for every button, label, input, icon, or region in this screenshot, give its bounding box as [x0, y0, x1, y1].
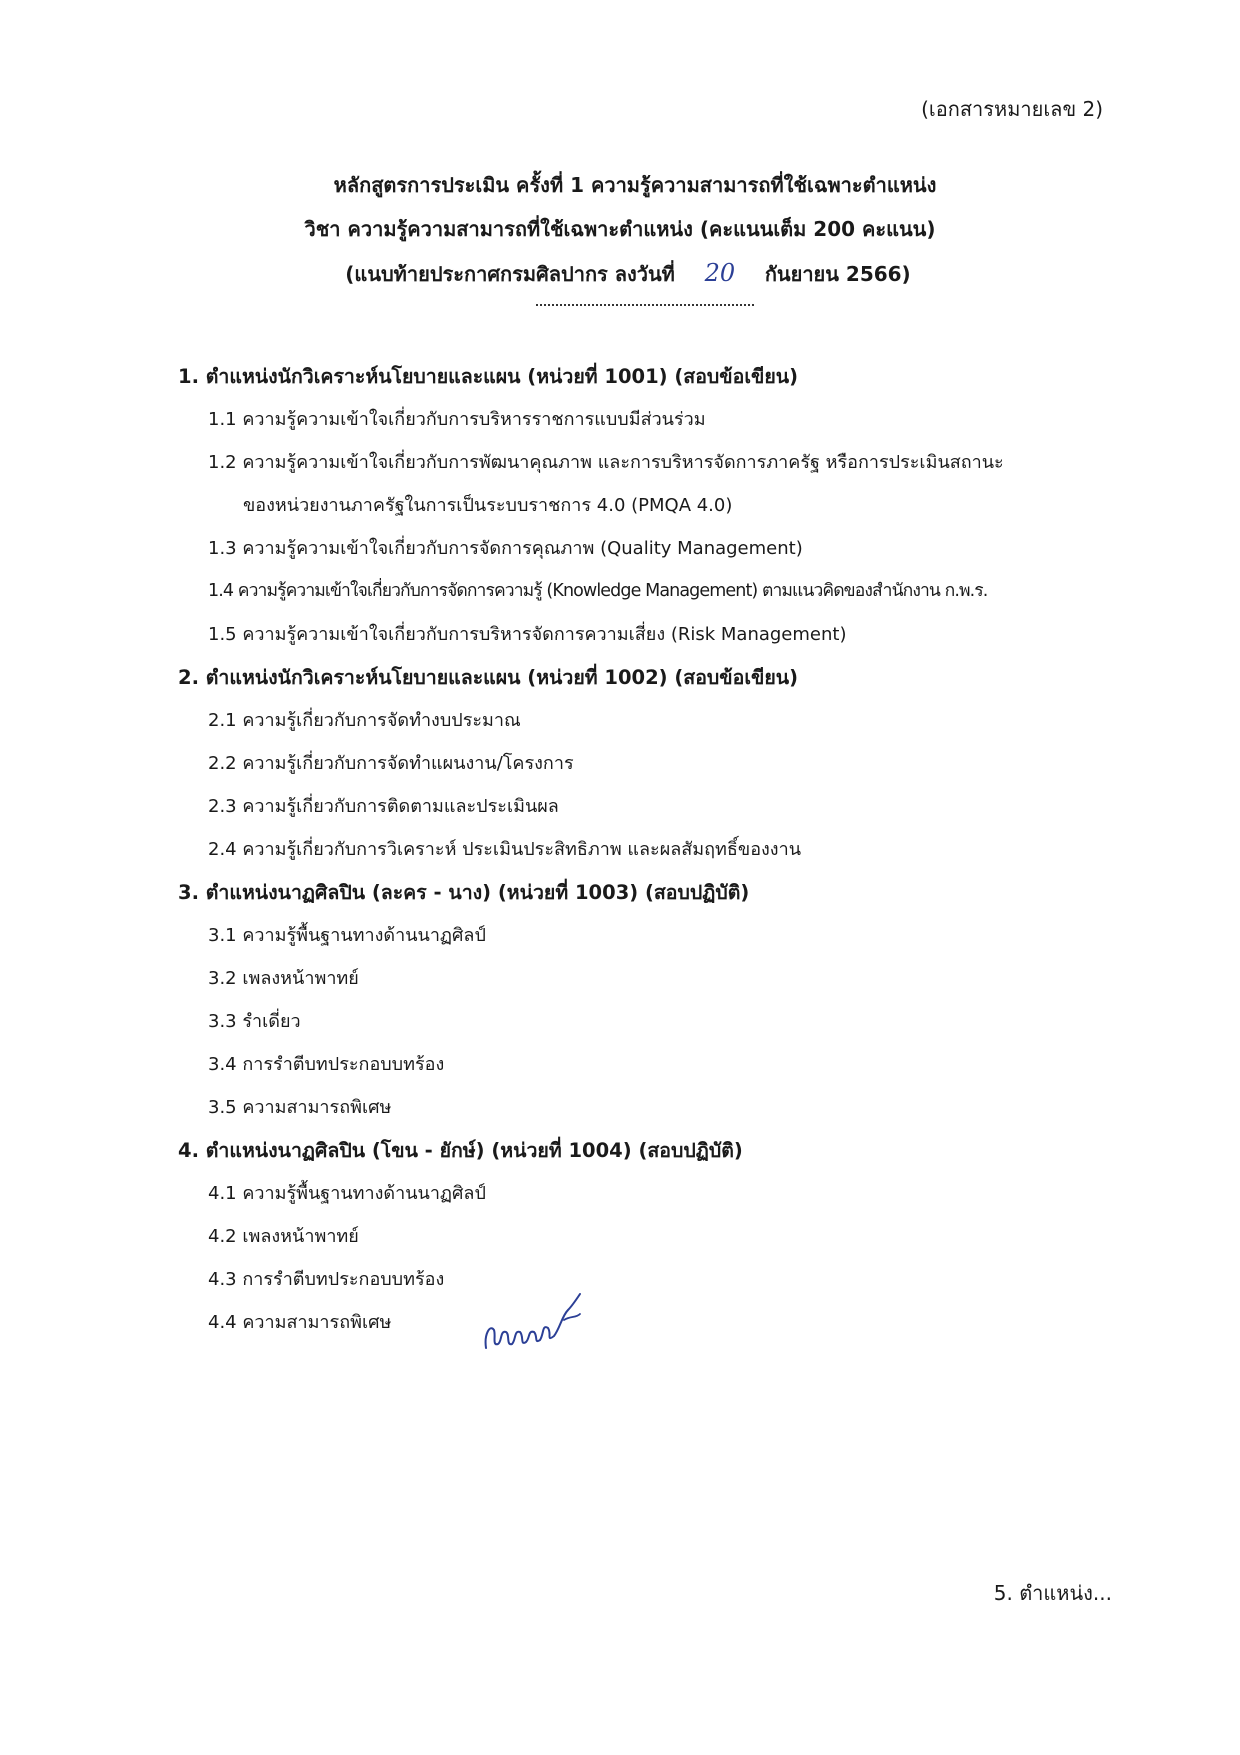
- list-item: 2.4 ความรู้เกี่ยวกับการวิเคราะห์ ประเมินประสิทธิภาพ และผลสัมฤทธิ์ของงาน: [208, 839, 801, 860]
- handwritten-signature: [480, 1290, 600, 1360]
- header-attachment-suffix: กันยายน 2566): [764, 262, 911, 286]
- document-body: [178, 355, 1188, 1344]
- list-item: 4.3 การรำตีบทประกอบบทร้อง: [208, 1269, 445, 1290]
- next-page-continuation: 5. ตำแหน่ง...: [993, 1581, 1112, 1605]
- list-item: 1.1 ความรู้ความเข้าใจเกี่ยวกับการบริหารราชการแบบมีส่วนร่วม: [208, 409, 706, 430]
- list-item: 1.3 ความรู้ความเข้าใจเกี่ยวกับการจัดการคุณภาพ (Quality Management): [208, 538, 803, 559]
- section-3-title: 3. ตำแหน่งนาฏศิลปิน (ละคร - นาง) (หน่วยที่ 1003) (สอบปฏิบัติ): [178, 881, 750, 904]
- list-item: 4.2 เพลงหน้าพาทย์: [208, 1226, 359, 1247]
- header-title: หลักสูตรการประเมิน ครั้งที่ 1 ความรู้ความสามารถที่ใช้เฉพาะตำแหน่ง: [333, 173, 937, 197]
- list-item-continuation: ของหน่วยงานภาครัฐในการเป็นระบบราชการ 4.0 (PMQA 4.0): [243, 495, 733, 516]
- list-item: 3.3 รำเดี่ยว: [208, 1011, 301, 1032]
- section-4-title: 4. ตำแหน่งนาฏศิลปิน (โขน - ยักษ์) (หน่วยที่ 1004) (สอบปฏิบัติ): [178, 1139, 743, 1162]
- header-subject: วิชา ความรู้ความสามารถที่ใช้เฉพาะตำแหน่ง (คะแนนเต็ม 200 คะแนน): [304, 217, 936, 241]
- list-item: 2.1 ความรู้เกี่ยวกับการจัดทำงบประมาณ: [208, 710, 521, 731]
- list-item: [178, 441, 1188, 527]
- list-item: 3.5 ความสามารถพิเศษ: [208, 1097, 392, 1118]
- list-item: 2.3 ความรู้เกี่ยวกับการติดตามและประเมินผล: [208, 796, 559, 817]
- list-item: 3.1 ความรู้พื้นฐานทางด้านนาฏศิลป์: [208, 925, 486, 946]
- list-item: 1.4 ความรู้ความเข้าใจเกี่ยวกับการจัดการความรู้ (Knowledge Management) ตามแนวคิดของสำนักงาน ก.พ.ร.: [208, 581, 988, 601]
- section-1-title: 1. ตำแหน่งนักวิเคราะห์นโยบายและแผน (หน่วยที่ 1001) (สอบข้อเขียน): [178, 365, 798, 388]
- list-item: 4.4 ความสามารถพิเศษ: [208, 1312, 392, 1333]
- header-attachment-prefix: (แนบท้ายประกาศกรมศิลปากร ลงวันที่: [345, 262, 675, 286]
- section-2-title: 2. ตำแหน่งนักวิเคราะห์นโยบายและแผน (หน่วยที่ 1002) (สอบข้อเขียน): [178, 666, 798, 689]
- list-item: 3.2 เพลงหน้าพาทย์: [208, 968, 359, 989]
- header-attachment-line: [0, 251, 1240, 296]
- list-item: 4.1 ความรู้พื้นฐานทางด้านนาฏศิลป์: [208, 1183, 486, 1204]
- dotted-separator: [536, 304, 754, 306]
- list-item: 1.5 ความรู้ความเข้าใจเกี่ยวกับการบริหารจัดการความเสี่ยง (Risk Management): [208, 624, 847, 645]
- list-item: 2.2 ความรู้เกี่ยวกับการจัดทำแผนงาน/โครงการ: [208, 753, 574, 774]
- handwritten-day: 20: [704, 259, 736, 287]
- document-header: [0, 163, 1240, 296]
- list-item-text: 1.2 ความรู้ความเข้าใจเกี่ยวกับการพัฒนาคุณภาพ และการบริหารจัดการภาครัฐ หรือการประเมินสถานะ: [208, 452, 1004, 473]
- document-number: (เอกสารหมายเลข 2): [921, 97, 1103, 121]
- list-item: 3.4 การรำตีบทประกอบบทร้อง: [208, 1054, 445, 1075]
